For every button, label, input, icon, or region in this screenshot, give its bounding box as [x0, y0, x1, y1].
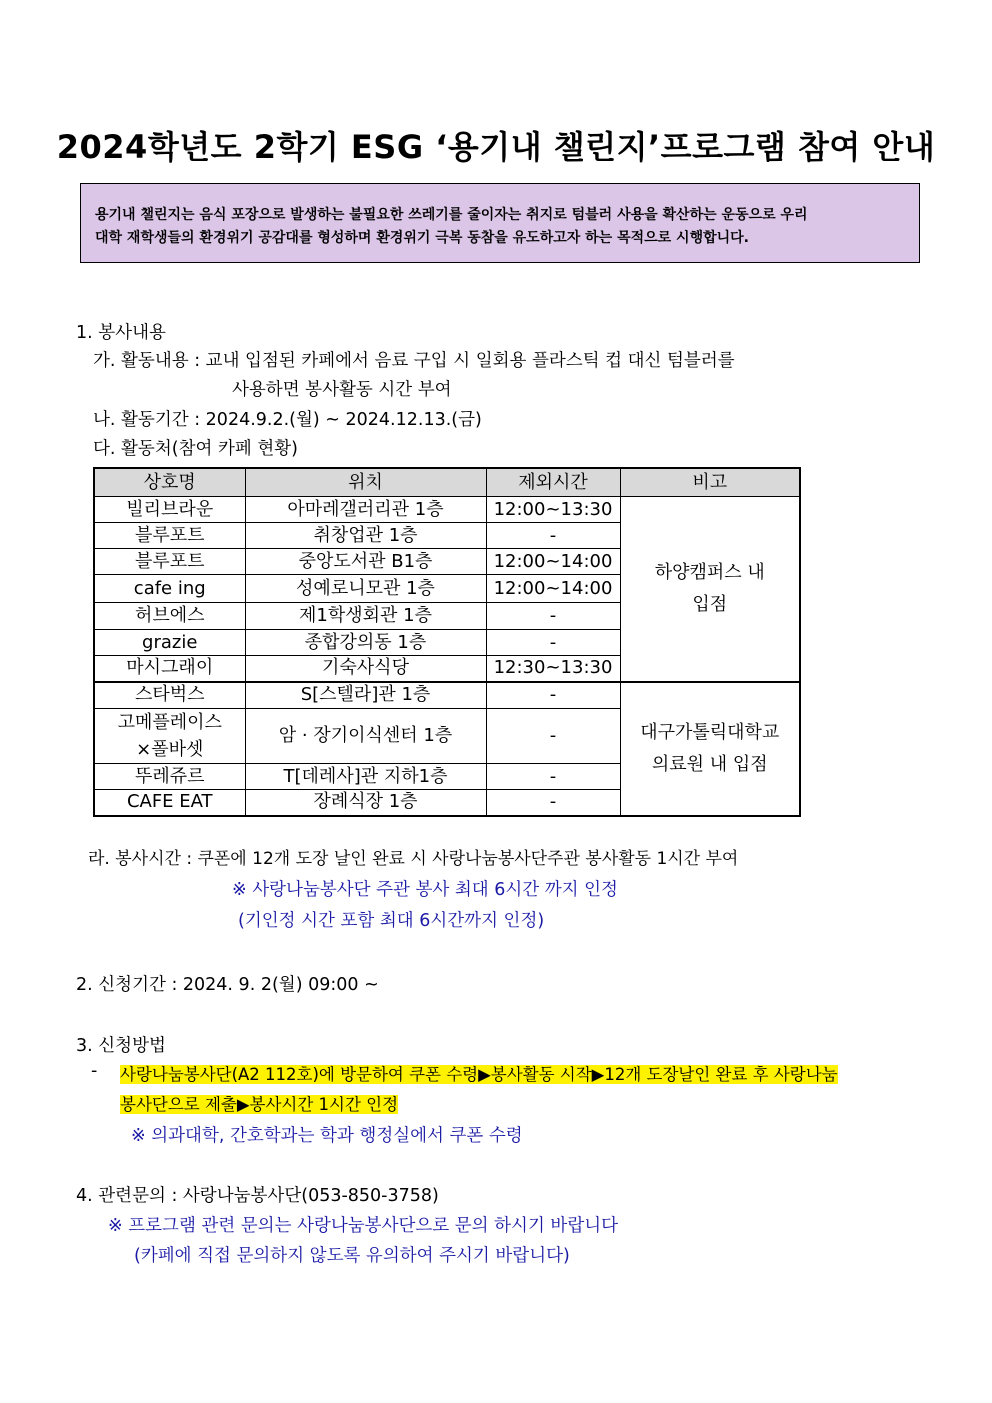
cafe-name-cell: 마시그래이: [94, 656, 245, 682]
cafe-table: [93, 467, 801, 817]
location-cell: T[데레사]관 지하1층: [245, 764, 486, 790]
cafe-name-cell: 블루포트: [94, 549, 245, 575]
header-cell: 제외시간: [486, 468, 620, 497]
location-cell: 기숙사식당: [245, 656, 486, 682]
method-line-1: 사랑나눔봉사단(A2 112호)에 방문하여 쿠폰 수령▶봉사활동 시작▶12개 도장날인 완료 후 사랑나눔: [120, 1065, 838, 1084]
application-period: 2. 신청기간 : 2024. 9. 2(월) 09:00 ~: [76, 975, 379, 995]
note-medical-cell: [620, 682, 800, 816]
cafe-name-cell: 뚜레쥬르: [94, 764, 245, 790]
cafe-name-cell: 허브에스: [94, 603, 245, 630]
excluded-time-cell: -: [486, 523, 620, 549]
service-hours-note-1: ※ 사랑나눔봉사단 주관 봉사 최대 6시간 까지 인정: [232, 880, 618, 900]
section-1-heading: 1. 봉사내용: [76, 323, 166, 343]
header-cell: 상호명: [94, 468, 245, 497]
cafe-name-cell: 스타벅스: [94, 682, 245, 709]
cafe-name-cell: 블루포트: [94, 523, 245, 549]
service-hours-note-2: (기인정 시간 포함 최대 6시간까지 인정): [238, 911, 545, 931]
note-hayang-line-2: 입점: [692, 593, 728, 615]
method-line-2-wrap: [120, 1091, 398, 1115]
excluded-time-cell: -: [486, 764, 620, 790]
table-header-row: [94, 468, 800, 497]
location-cell: 장례식장 1층: [245, 790, 486, 816]
header-cell: 위치: [245, 468, 486, 497]
header-cell: 비고: [620, 468, 800, 497]
section-3-heading: 3. 신청방법: [76, 1036, 166, 1056]
cafe-name-cell: cafe ing: [94, 575, 245, 603]
cafe-name-cell: 빌리브라운: [94, 497, 245, 523]
note-hayang-cell: [620, 497, 800, 682]
cafe-name-cell: grazie: [94, 630, 245, 656]
method-line-2: 봉사단으로 제출▶봉사시간 1시간 인정: [120, 1095, 399, 1114]
cafe-name-cell: CAFE EAT: [94, 790, 245, 816]
service-hours: 라. 봉사시간 : 쿠폰에 12개 도장 날인 완료 시 사랑나눔봉사단주관 봉사활동 1시간 부여: [88, 849, 739, 869]
contact-info: 4. 관련문의 : 사랑나눔봉사단(053-850-3758): [76, 1186, 439, 1206]
method-line-1-wrap: [120, 1061, 838, 1085]
cafe-name-cell: 고메플레이스 ×폴바셋: [94, 709, 245, 764]
activity-period: 나. 활동기간 : 2024.9.2.(월) ~ 2024.12.13.(금): [93, 410, 482, 430]
table-row: [94, 497, 800, 523]
excluded-time-cell: -: [486, 709, 620, 764]
location-cell: 성예로니모관 1층: [245, 575, 486, 603]
intro-box: [80, 183, 920, 263]
excluded-time-cell: -: [486, 682, 620, 709]
activity-places-heading: 다. 활동처(참여 카페 현황): [93, 439, 298, 459]
page-title: 2024학년도 2학기 ESG ‘용기내 챌린지’프로그램 참여 안내: [56, 128, 936, 166]
location-cell: 제1학생회관 1층: [245, 603, 486, 630]
note-hayang-line-1: 하양캠퍼스 내: [654, 561, 765, 583]
intro-line-2: 대학 재학생들의 환경위기 공감대를 형성하며 환경위기 극복 동참을 유도하고자 하는 목적으로 시행합니다.: [95, 230, 749, 246]
location-cell: 종합강의동 1층: [245, 630, 486, 656]
excluded-time-cell: 12:00~14:00: [486, 575, 620, 603]
excluded-time-cell: 12:00~13:30: [486, 497, 620, 523]
location-cell: S[스텔라]관 1층: [245, 682, 486, 709]
excluded-time-cell: -: [486, 630, 620, 656]
contact-note-2: (카페에 직접 문의하지 않도록 유의하여 주시기 바랍니다): [134, 1246, 570, 1266]
note-medical-line-2: 의료원 내 입점: [651, 753, 768, 775]
location-cell: 중앙도서관 B1층: [245, 549, 486, 575]
table-row: [94, 682, 800, 709]
excluded-time-cell: 12:30~13:30: [486, 656, 620, 682]
method-dash: -: [91, 1061, 98, 1081]
method-note: ※ 의과대학, 간호학과는 학과 행정실에서 쿠폰 수령: [131, 1126, 523, 1146]
contact-note-1: ※ 프로그램 관련 문의는 사랑나눔봉사단으로 문의 하시기 바랍니다: [108, 1216, 619, 1236]
excluded-time-cell: -: [486, 603, 620, 630]
activity-content-line-1: 가. 활동내용 : 교내 입점된 카페에서 음료 구입 시 일회용 플라스틱 컵 대신 텀블러를: [93, 351, 735, 371]
location-cell: 아마레갤러리관 1층: [245, 497, 486, 523]
intro-line-1: 용기내 챌린지는 음식 포장으로 발생하는 불필요한 쓰레기를 줄이자는 취지로 텀블러 사용을 확산하는 운동으로 우리: [95, 207, 808, 223]
activity-content-line-2: 사용하면 봉사활동 시간 부여: [232, 380, 452, 400]
excluded-time-cell: 12:00~14:00: [486, 549, 620, 575]
location-cell: 암 · 장기이식센터 1층: [245, 709, 486, 764]
note-medical-line-1: 대구가톨릭대학교: [640, 721, 780, 743]
excluded-time-cell: -: [486, 790, 620, 816]
location-cell: 취창업관 1층: [245, 523, 486, 549]
